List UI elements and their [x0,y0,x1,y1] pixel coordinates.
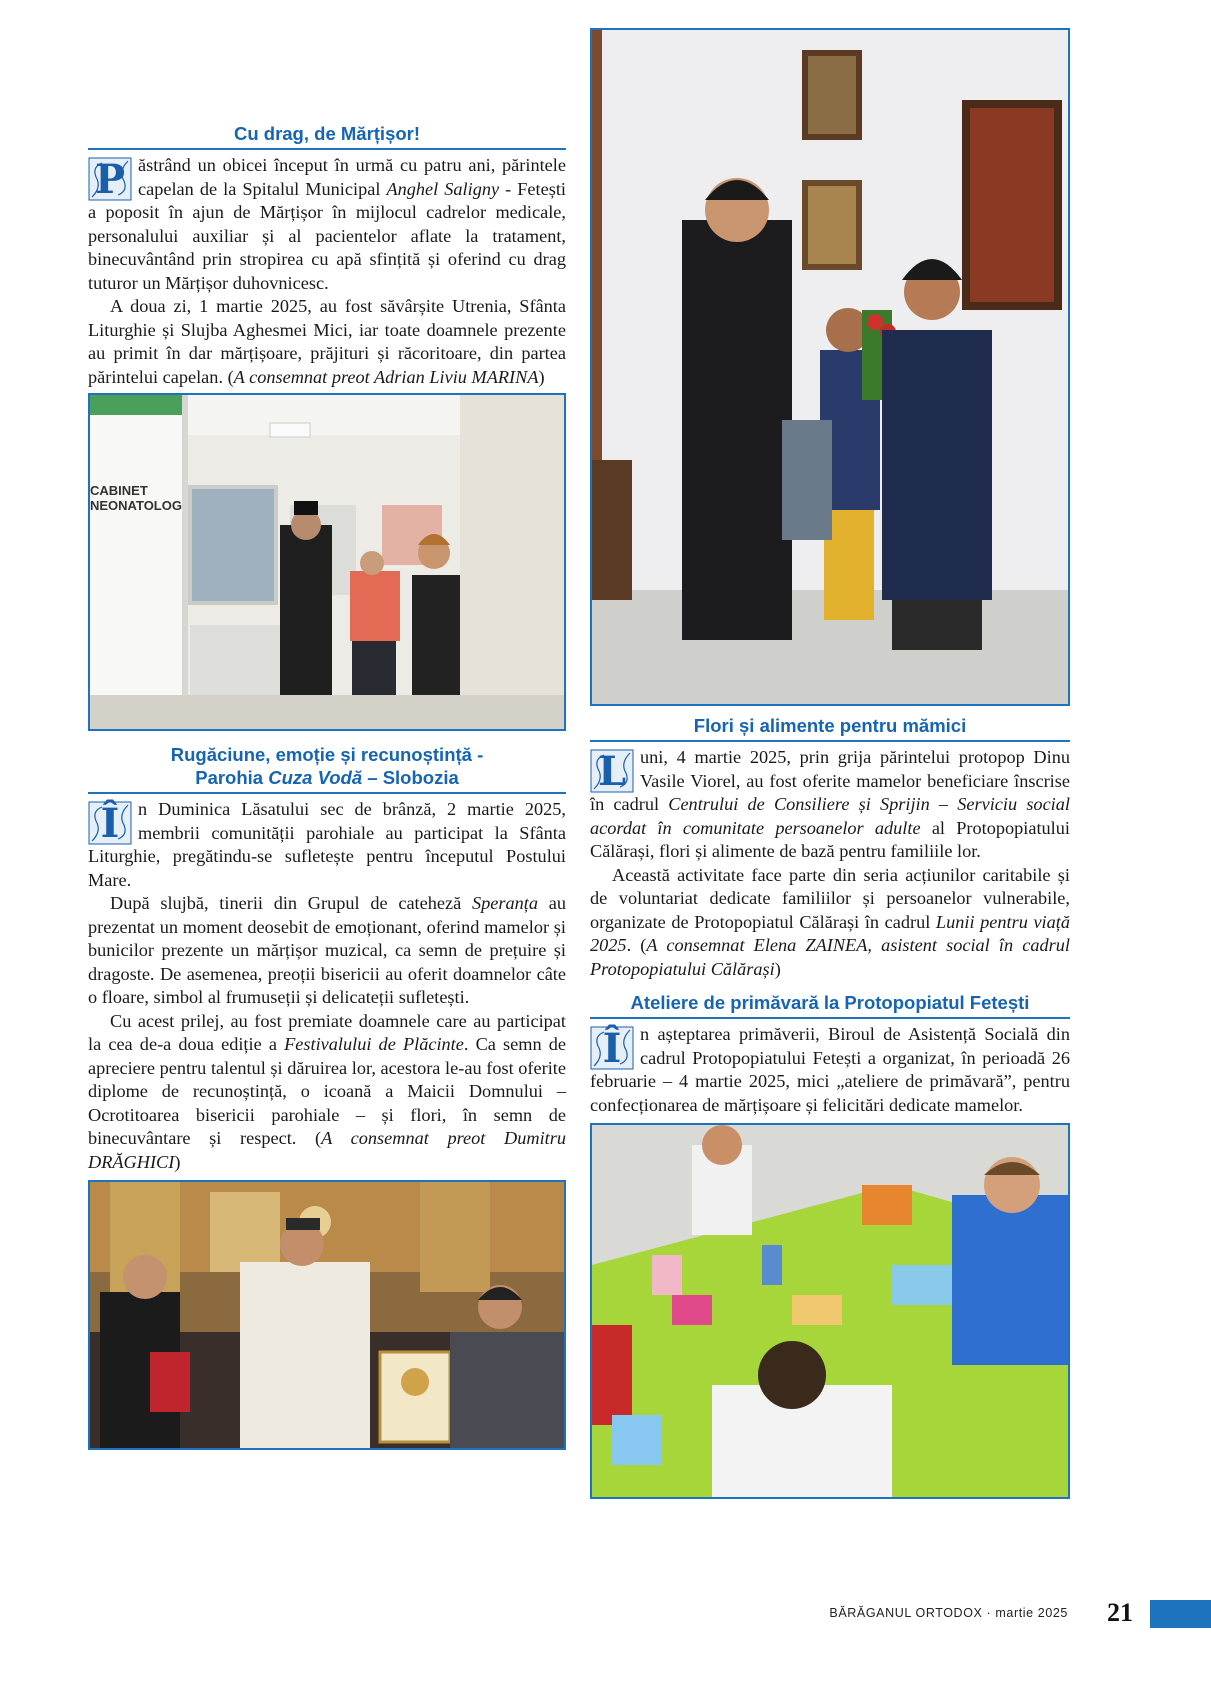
photo-spring-workshop [590,1123,1070,1499]
article-title-cuza-voda: Rugăciune, emoție și recunoștință - Parohia Cuza Vodă – Slobozia [88,743,566,794]
paragraph: L uni, 4 martie 2025, prin grija părintelui protopop Dinu Vasile Viorel, au fost oferite mamelor beneficiare înscrise în cadrul Centrului de Consiliere și Sprijin – Serviciu social acordat în comunitate persoanelor adulte al Protopopiatului Călărași, flori și alimente de bază pentru familiile lor. [590,747,1070,861]
article-title-ateliere: Ateliere de primăvară la Protopopiatul Fetești [590,991,1070,1019]
church-scene-illustration [90,1182,564,1448]
article-title-martisor: Cu drag, de Mărțișor! [88,122,566,150]
paragraph: Î n așteptarea primăverii, Biroul de Asistență Socială din cadrul Protopopiatului Fetești a organizat, în perioadă 26 februarie – 4 martie 2025, mici „ateliere de primăvară”, pentru confecționarea de mărțișoare și felicitări dedicate mamelor. [590,1024,1070,1115]
right-column [590,28,1070,1499]
article-body-ateliere [590,1023,1070,1117]
paragraph: Această activitate face parte din seria acțiunilor caritabile și de voluntariat dedicate familiilor și persoanelor vulnerabile, organizate de Protopopiatul Călărași în cadrul Lunii pentru viață 2025. (A consemnat Elena ZAINEA, asistent social în cadrul Protopopiatului Călărași) [590,864,1070,979]
footer-accent-bar [1150,1600,1211,1628]
workshop-scene-illustration [592,1125,1068,1497]
paragraph: După slujbă, tinerii din Grupul de cateheză Speranța au prezentat un moment deosebit de emoționant, oferind mamelor și bunicilor prezente un mărțișor muzical, ca semn de prețuire și dragoste. De asemenea, preoții bisericii au oferit doamnelor câte o floare, simbol al frumuseții și delicateții sufletești. [88,893,566,1007]
page-footer [0,1598,1211,1630]
article-title-flori: Flori și alimente pentru mămici [590,714,1070,742]
page-number: 21 [1107,1598,1133,1627]
hospital-scene-illustration [90,395,564,729]
photo-flowers-mothers [590,28,1070,706]
article-body-flori [590,746,1070,981]
dropcap-ornament: P [88,157,132,201]
cabinet-sign: CABINET NEONATOLOG [90,483,182,513]
paragraph: P ăstrând un obicei început în urmă cu patru ani, părintele capelan de la Spitalul Municipal Anghel Saligny - Fetești a poposit în ajun de Mărțișor în mijlocul cadrelor medicale, personalului auxiliar și al pacientelor aflate la tratament, binecuvântând prin stropirea cu apă sfințită și oferind cu drag tuturor un Mărțișor duhovnicesc. [88,155,567,293]
dropcap-ornament: L [590,749,634,793]
article-body-martisor [88,154,566,389]
photo-hospital-blessing [88,393,566,731]
paragraph: Cu acest prilej, au fost premiate doamnele care au participat la cea de-a doua ediție a Festivalului de Plăcinte. Ca semn de apreciere pentru talentul și dăruirea lor, acestora le-au fost oferite diplome de recunoștință, o icoană a Maicii Domnului – Ocrotitoarea bisericii parohiale – și flori, în semn de binecuvântare și respect. (A consemnat preot Dumitru DRĂGHICI) [88,1010,567,1172]
paragraph: Î n Duminica Lăsatului sec de brânză, 2 martie 2025, membrii comunității parohiale au participat la Sfânta Liturghie, pregătindu-se sufletește pentru începutul Postului Mare. [88,799,566,890]
dropcap-ornament: Î [590,1026,634,1070]
magazine-name: BĂRĂGANUL ORTODOX · martie 2025 [829,1606,1068,1620]
photo-church-diplomas [88,1180,566,1450]
left-column [88,122,566,1450]
flowers-scene-illustration [592,30,1068,704]
article-body-cuza-voda [88,798,566,1174]
paragraph: A doua zi, 1 martie 2025, au fost săvârșite Utrenia, Sfânta Liturghie și Slujba Aghesmei Mici, iar toate doamnele prezente au primit în dar mărțișoare, prăjituri și răcoritoare, din partea părintelui capelan. (A consemnat preot Adrian Liviu MARINA) [88,296,566,387]
dropcap-ornament: Î [88,801,132,845]
